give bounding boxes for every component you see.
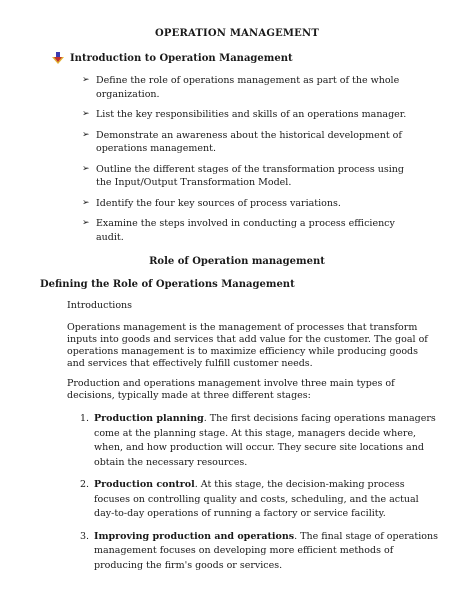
list-item [80, 530, 442, 574]
paragraph-decisions: Production and operations management involve three main types of decisions, typically made at three different stages: [67, 378, 395, 401]
arrow-bullet-icon: ➢ [82, 129, 90, 140]
arrow-down-bullet-icon [52, 52, 64, 64]
defining-section-title: Defining the Role of Operations Management [40, 279, 295, 290]
arrow-bullet-icon: ➢ [82, 197, 90, 208]
paragraph-definition: Operations management is the management of processes that transform inputs into goods and services that add value for the customer. The goal of operations management is to maximize efficiency while producing goods and services that effectively fulfill customer needs. [67, 322, 428, 369]
document-title: OPERATION MANAGEMENT [155, 28, 319, 39]
list-item: ➢ Outline the different stages of the transformation process using the Input/Output Transformation Model. [82, 163, 405, 188]
list-item [80, 412, 442, 470]
list-item [80, 478, 442, 522]
item-number: 1. [80, 413, 90, 424]
list-item: ➢ Define the role of operations management as part of the whole organization. [82, 75, 400, 100]
list-item: ➢ Identify the four key sources of process variations. [82, 197, 341, 209]
introductions-label: Introductions [67, 300, 133, 311]
intro-heading [52, 52, 293, 64]
stage-text: . The first decisions facing operations managers come at the planning stage. At this stage, managers decide where, when, and how production will occur. They secure site locations and obtain the necessary resources. [94, 413, 436, 468]
list-item: ➢ Examine the steps involved in conducting a process efficiency audit. [82, 218, 395, 243]
list-item: ➢ Demonstrate an awareness about the historical development of operations management. [82, 129, 402, 154]
objectives-list [82, 74, 422, 251]
arrow-bullet-icon: ➢ [82, 218, 90, 228]
stage-term: Production planning [94, 413, 204, 424]
arrow-bullet-icon: ➢ [82, 163, 90, 174]
stages-list [80, 412, 442, 581]
stage-text: . At this stage, the decision-making process focuses on controlling quality and costs, scheduling, and the actual day-to-day operations of running a factory or service facility. [94, 479, 419, 519]
arrow-bullet-icon: ➢ [82, 75, 90, 85]
item-number: 2. [80, 479, 90, 490]
stage-term: Production control [94, 479, 195, 490]
stage-term: Improving production and operations [94, 530, 295, 542]
stage-text: . The final stage of operations management focuses on developing more efficient methods of producing the firm's goods or services. [94, 530, 438, 571]
item-number: 3. [80, 530, 90, 542]
intro-heading-text: Introduction to Operation Management [70, 52, 293, 64]
list-item: ➢ List the key responsibilities and skills of an operations manager. [82, 109, 407, 120]
role-section-title: Role of Operation management [149, 256, 325, 267]
arrow-bullet-icon: ➢ [82, 109, 90, 119]
